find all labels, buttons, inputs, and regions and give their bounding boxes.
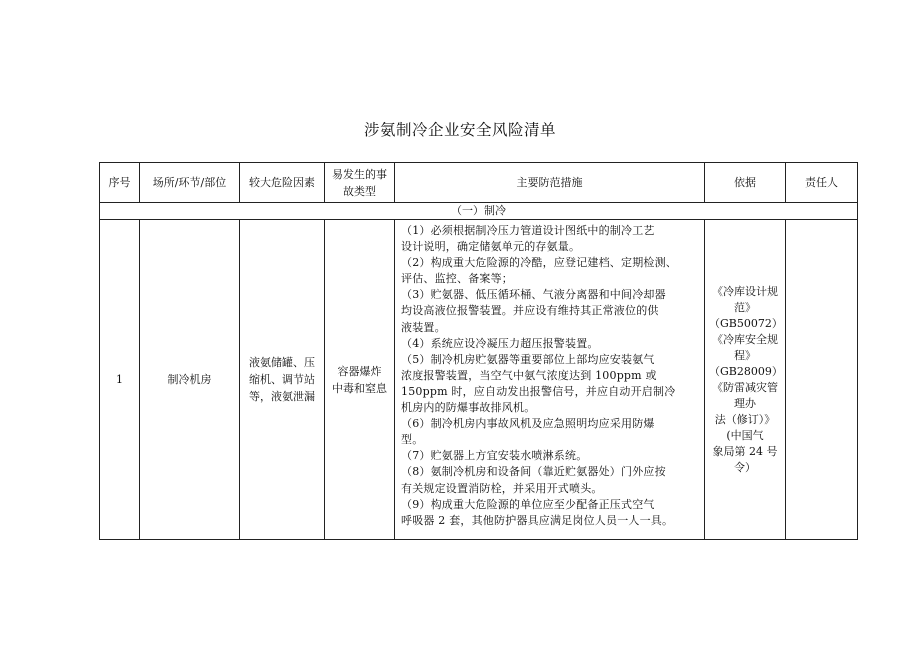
hazard-line: 等，液氨泄漏 — [249, 390, 315, 403]
measure-line: （5）制冷机房贮氨器等重要部位上部均应安装氨气 — [401, 352, 655, 366]
measure-line: 浓度报警装置，当空气中氨气浓度达到 100ppm 或 — [401, 368, 657, 382]
measure-line: （6）制冷机房内事故风机及应急照明均应采用防爆 — [401, 417, 655, 431]
accident-line: 中毒和窒息 — [332, 381, 387, 395]
basis-line: 《冷库设计规范》 — [712, 284, 778, 314]
basis-line: 法（修订）》(中国气 — [714, 412, 776, 442]
section-label: （一）制冷 — [100, 203, 858, 220]
row-hazard-factor — [240, 220, 325, 540]
row-measures — [395, 220, 705, 540]
measure-line: （7）贮氨器上方宜安装水喷淋系统。 — [401, 449, 588, 463]
header-index: 序号 — [100, 163, 140, 203]
basis-line: （GB28009） — [709, 364, 783, 378]
header-hazard-factor: 较大危险因素 — [240, 163, 325, 203]
measure-line: （8）氨制冷机房和设备间（靠近贮氨器处）门外应按 — [401, 465, 666, 479]
measure-line: 设计说明，确定储氨单元的存氨量。 — [401, 240, 581, 254]
header-accident-type-line1: 易发生的事 — [332, 167, 387, 181]
basis-line: 《防雷减灾管理办 — [712, 380, 778, 410]
row-basis — [705, 220, 786, 540]
table-row — [100, 220, 858, 540]
risk-list-table — [99, 162, 858, 540]
measure-line: 有关规定设置消防栓，并采用开式喷头。 — [401, 481, 603, 495]
section-row — [100, 203, 858, 220]
basis-line: 《冷库安全规程》 — [712, 332, 778, 362]
measure-line: （4）系统应设冷凝压力超压报警装置。 — [401, 336, 599, 350]
basis-line: （GB50072） — [709, 316, 783, 330]
header-measures: 主要防范措施 — [395, 163, 705, 203]
row-accident-type — [325, 220, 395, 540]
measure-line: 型。 — [401, 433, 424, 447]
measure-line: （9）构成重大危险源的单位应至少配备正压式空气 — [401, 497, 655, 511]
header-location: 场所/环节/部位 — [140, 163, 240, 203]
measure-line: （2）构成重大危险源的冷酷，应登记建档、定期检测、 — [401, 256, 677, 270]
accident-line: 容器爆炸 — [337, 364, 382, 378]
measure-line: （3）贮氨器、低压循环桶、气液分离器和中间冷却器 — [401, 288, 666, 302]
row-index: 1 — [100, 220, 140, 540]
header-accident-type-line2: 故类型 — [343, 184, 376, 198]
header-responsible: 责任人 — [786, 163, 858, 203]
row-location: 制冷机房 — [140, 220, 240, 540]
measure-line: 评估、监控、备案等； — [401, 272, 513, 286]
basis-line: 象局第 24 号令） — [712, 444, 778, 474]
measure-line: 机房内的防爆事故排风机。 — [401, 401, 536, 415]
hazard-line: 液氨储罐、压 — [249, 356, 315, 369]
page-title: 涉氨制冷企业安全风险清单 — [363, 121, 556, 139]
measure-line: 均设高液位报警装置。并应设有维持其正常液位的供 — [401, 304, 659, 318]
header-accident-type — [325, 163, 395, 203]
measure-line: 150ppm 时，应自动发出报警信号，并应自动开启制冷 — [401, 384, 676, 398]
hazard-line: 缩机、调节站 — [249, 373, 315, 386]
measure-line: （1）必须根据制冷压力管道设计图纸中的制冷工艺 — [401, 224, 655, 237]
measure-line: 呼吸器 2 套，其他防护器具应满足岗位人员一人一具。 — [401, 513, 674, 527]
header-basis: 依据 — [705, 163, 786, 203]
table-header-row — [100, 163, 858, 203]
measure-line: 液装置。 — [401, 320, 446, 334]
row-responsible — [786, 220, 858, 540]
